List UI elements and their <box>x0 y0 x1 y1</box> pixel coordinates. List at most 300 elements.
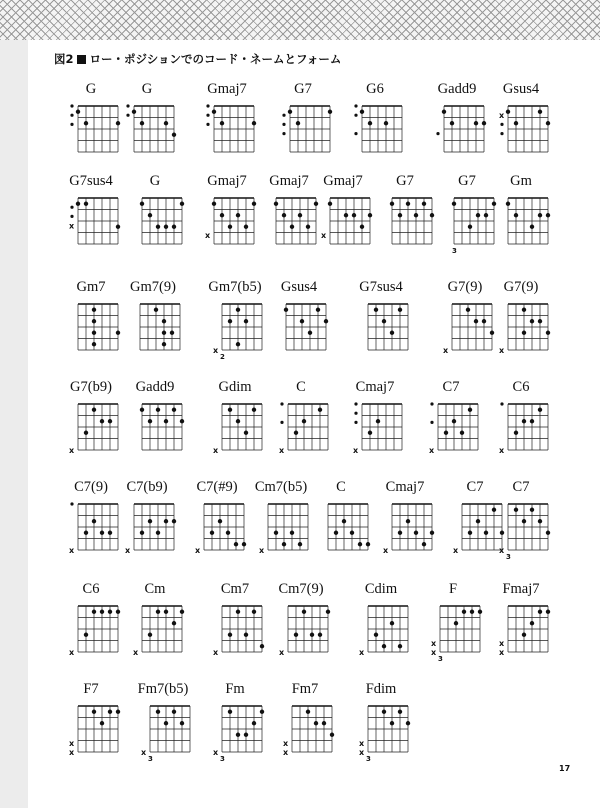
finger-dot <box>218 519 222 523</box>
finger-dot <box>474 121 478 125</box>
finger-dot <box>476 213 480 217</box>
finger-dot <box>328 110 332 114</box>
finger-dot <box>244 225 248 229</box>
chord-name: Gmaj7 <box>323 173 363 189</box>
chord-name: G7(9) <box>447 279 483 295</box>
finger-dot <box>530 508 534 512</box>
finger-dot <box>390 621 394 625</box>
finger-dot <box>390 721 394 725</box>
finger-dot <box>228 225 232 229</box>
chord-fretboard <box>342 598 420 670</box>
finger-dot <box>422 542 426 546</box>
finger-dot <box>382 644 386 648</box>
chord-diagram <box>482 478 560 570</box>
open-string-marker <box>354 132 357 135</box>
chord-diagram <box>482 278 560 370</box>
chord-diagram <box>260 278 338 370</box>
finger-dot <box>154 308 158 312</box>
finger-dot <box>398 213 402 217</box>
finger-dot <box>530 621 534 625</box>
finger-dot <box>530 419 534 423</box>
finger-dot <box>180 419 184 423</box>
chord-fretboard <box>266 698 344 770</box>
muted-string-marker: x <box>69 221 75 231</box>
open-string-marker <box>354 421 357 424</box>
muted-string-marker: x <box>499 111 505 121</box>
finger-dot <box>164 419 168 423</box>
finger-dot <box>538 213 542 217</box>
chord-name: C7 <box>442 379 460 395</box>
finger-dot <box>538 408 542 412</box>
finger-dot <box>522 308 526 312</box>
chord-diagram <box>116 172 194 264</box>
chord-name: G <box>85 81 97 97</box>
finger-dot <box>406 519 410 523</box>
chord-diagram <box>342 680 420 772</box>
finger-dot <box>398 531 402 535</box>
muted-string-marker: x <box>453 546 459 555</box>
chord-name: C7(b9) <box>126 479 168 495</box>
chord-fretboard <box>336 98 414 170</box>
muted-string-marker: x <box>279 446 285 455</box>
finger-dot <box>220 121 224 125</box>
open-string-marker <box>280 402 283 405</box>
finger-dot <box>228 633 232 637</box>
chord-diagram <box>114 278 192 370</box>
chord-name: Gdim <box>218 379 252 395</box>
finger-dot <box>212 202 216 206</box>
finger-dot <box>330 733 334 737</box>
finger-dot <box>162 331 166 335</box>
finger-dot <box>140 408 144 412</box>
fret-number-label: 3 <box>220 755 225 763</box>
finger-dot <box>140 202 144 206</box>
chord-fretboard <box>262 598 340 670</box>
fret-number-label: 3 <box>148 755 153 763</box>
finger-dot <box>172 710 176 714</box>
muted-string-marker: x <box>213 446 219 455</box>
open-string-marker <box>354 114 357 117</box>
finger-dot <box>172 408 176 412</box>
muted-string-marker: x <box>69 546 75 555</box>
finger-dot <box>384 121 388 125</box>
muted-string-marker: x <box>431 648 437 657</box>
chord-fretboard <box>124 698 202 770</box>
chord-fretboard <box>262 396 340 468</box>
finger-dot <box>148 519 152 523</box>
open-string-marker <box>430 402 433 405</box>
chord-diagram <box>108 80 186 172</box>
black-square-icon <box>77 55 86 64</box>
finger-dot <box>382 710 386 714</box>
chord-name: Fdim <box>365 681 397 697</box>
chord-diagram <box>52 680 130 772</box>
finger-dot <box>180 202 184 206</box>
muted-string-marker: x <box>69 446 75 455</box>
finger-dot <box>252 121 256 125</box>
finger-dot <box>390 331 394 335</box>
chord-diagram <box>342 278 420 370</box>
chord-name: Cmaj7 <box>355 379 395 395</box>
finger-dot <box>164 519 168 523</box>
chord-name: Gsus4 <box>280 279 318 295</box>
chord-fretboard <box>116 190 194 262</box>
finger-dot <box>360 110 364 114</box>
muted-string-marker: x <box>195 546 201 555</box>
chord-fretboard <box>482 296 560 368</box>
finger-dot <box>100 419 104 423</box>
finger-dot <box>318 633 322 637</box>
chord-name: G <box>149 173 161 189</box>
finger-dot <box>156 610 160 614</box>
finger-dot <box>522 419 526 423</box>
finger-dot <box>514 508 518 512</box>
finger-dot <box>228 319 232 323</box>
chord-fretboard <box>108 98 186 170</box>
chord-fretboard <box>482 190 560 262</box>
muted-string-marker: x <box>213 748 219 757</box>
chord-name: C7 <box>512 479 530 495</box>
finger-dot <box>236 308 240 312</box>
finger-dot <box>244 733 248 737</box>
finger-dot <box>382 319 386 323</box>
finger-dot <box>180 721 184 725</box>
finger-dot <box>398 710 402 714</box>
finger-dot <box>306 710 310 714</box>
chord-fretboard <box>52 698 130 770</box>
decorative-header-band <box>0 0 600 40</box>
muted-string-marker: x <box>359 748 365 757</box>
finger-dot <box>172 133 176 137</box>
finger-dot <box>156 710 160 714</box>
finger-dot <box>140 121 144 125</box>
finger-dot <box>156 531 160 535</box>
finger-dot <box>92 710 96 714</box>
finger-dot <box>92 519 96 523</box>
chord-name: G7(9) <box>503 279 539 295</box>
open-string-marker <box>354 412 357 415</box>
open-string-marker <box>206 114 209 117</box>
finger-dot <box>352 213 356 217</box>
chord-name: C7 <box>466 479 484 495</box>
open-string-marker <box>282 114 285 117</box>
finger-dot <box>84 633 88 637</box>
fret-number-label: 3 <box>438 655 443 663</box>
muted-string-marker: x <box>213 346 219 355</box>
finger-dot <box>236 733 240 737</box>
open-string-marker <box>500 132 503 135</box>
finger-dot <box>468 225 472 229</box>
finger-dot <box>84 121 88 125</box>
muted-string-marker: x <box>213 648 219 657</box>
finger-dot <box>92 308 96 312</box>
finger-dot <box>546 610 550 614</box>
finger-dot <box>228 710 232 714</box>
finger-dot <box>282 542 286 546</box>
finger-dot <box>398 644 402 648</box>
fret-number-label: 3 <box>506 553 511 561</box>
finger-dot <box>84 431 88 435</box>
finger-dot <box>164 610 168 614</box>
figure-title-text: ロー・ポジションでのコード・ネームとフォーム <box>89 52 342 66</box>
finger-dot <box>452 419 456 423</box>
open-string-marker <box>206 104 209 107</box>
finger-dot <box>244 431 248 435</box>
finger-dot <box>514 121 518 125</box>
finger-dot <box>164 225 168 229</box>
chord-fretboard <box>414 598 492 670</box>
muted-string-marker: x <box>69 648 75 657</box>
finger-dot <box>470 610 474 614</box>
open-string-marker <box>70 114 73 117</box>
chord-name: G7 <box>396 173 414 189</box>
finger-dot <box>92 319 96 323</box>
chord-name: Cm <box>144 581 166 597</box>
chord-name: Gmaj7 <box>207 173 247 189</box>
finger-dot <box>506 110 510 114</box>
chord-diagram <box>336 80 414 172</box>
finger-dot <box>318 408 322 412</box>
finger-dot <box>234 542 238 546</box>
chord-name: Gmaj7 <box>207 81 247 97</box>
finger-dot <box>406 202 410 206</box>
fret-number-label: 2 <box>220 353 225 361</box>
finger-dot <box>406 721 410 725</box>
finger-dot <box>302 610 306 614</box>
finger-dot <box>514 213 518 217</box>
open-string-marker <box>282 132 285 135</box>
chord-diagram <box>412 378 490 470</box>
muted-string-marker: x <box>443 346 449 355</box>
muted-string-marker: x <box>283 738 289 748</box>
finger-dot <box>172 621 176 625</box>
chord-name: Gm7(b5) <box>208 279 262 295</box>
finger-dot <box>284 308 288 312</box>
finger-dot <box>172 519 176 523</box>
chord-diagram <box>266 680 344 772</box>
fret-number-label: 3 <box>366 755 371 763</box>
chord-name: Fmaj7 <box>502 581 540 597</box>
chord-name: G6 <box>366 81 384 97</box>
finger-dot <box>116 710 120 714</box>
muted-string-marker: x <box>499 546 505 555</box>
finger-dot <box>212 110 216 114</box>
chord-name: G7sus4 <box>359 279 403 295</box>
finger-dot <box>358 542 362 546</box>
finger-dot <box>466 308 470 312</box>
finger-dot <box>308 331 312 335</box>
open-string-marker <box>70 123 73 126</box>
chord-diagram <box>482 172 560 264</box>
finger-dot <box>108 419 112 423</box>
finger-dot <box>132 110 136 114</box>
finger-dot <box>140 531 144 535</box>
finger-dot <box>296 121 300 125</box>
open-string-marker <box>436 132 439 135</box>
finger-dot <box>316 308 320 312</box>
chord-diagram <box>366 478 444 570</box>
open-string-marker <box>430 421 433 424</box>
chord-name: Gm7(9) <box>130 279 176 295</box>
finger-dot <box>546 121 550 125</box>
finger-dot <box>252 721 256 725</box>
finger-dot <box>398 308 402 312</box>
finger-dot <box>474 319 478 323</box>
finger-dot <box>252 610 256 614</box>
muted-string-marker: x <box>353 446 359 455</box>
muted-string-marker: x <box>429 446 435 455</box>
finger-dot <box>360 225 364 229</box>
finger-dot <box>368 121 372 125</box>
muted-string-marker: x <box>141 748 147 757</box>
finger-dot <box>368 431 372 435</box>
finger-dot <box>546 531 550 535</box>
finger-dot <box>84 531 88 535</box>
finger-dot <box>374 308 378 312</box>
finger-dot <box>300 319 304 323</box>
muted-string-marker: x <box>359 648 365 657</box>
finger-dot <box>156 225 160 229</box>
chord-diagram <box>124 680 202 772</box>
finger-dot <box>450 121 454 125</box>
finger-dot <box>100 610 104 614</box>
open-string-marker <box>70 104 73 107</box>
finger-dot <box>326 610 330 614</box>
finger-dot <box>274 202 278 206</box>
finger-dot <box>546 213 550 217</box>
chord-fretboard <box>342 296 420 368</box>
muted-string-marker: x <box>205 230 211 240</box>
finger-dot <box>414 213 418 217</box>
finger-dot <box>374 633 378 637</box>
finger-dot <box>376 419 380 423</box>
chord-fretboard <box>336 396 414 468</box>
muted-string-marker: x <box>499 638 505 648</box>
chord-name: C6 <box>82 581 100 597</box>
finger-dot <box>462 610 466 614</box>
finger-dot <box>92 342 96 346</box>
chord-name: Cm7(b5) <box>254 479 308 495</box>
finger-dot <box>164 121 168 125</box>
finger-dot <box>148 213 152 217</box>
muted-string-marker: x <box>499 648 505 657</box>
chord-name: Gm7 <box>76 279 106 295</box>
finger-dot <box>236 610 240 614</box>
chord-diagram <box>264 80 342 172</box>
finger-dot <box>350 531 354 535</box>
chord-diagram <box>262 580 340 672</box>
chord-diagram <box>262 378 340 470</box>
chord-name: C <box>296 379 306 395</box>
chord-fretboard <box>482 496 560 568</box>
finger-dot <box>162 342 166 346</box>
finger-dot <box>108 610 112 614</box>
finger-dot <box>530 225 534 229</box>
muted-string-marker: x <box>499 446 505 455</box>
chord-diagram <box>414 580 492 672</box>
open-string-marker <box>126 114 129 117</box>
chord-fretboard <box>260 296 338 368</box>
chord-name: C <box>336 479 346 495</box>
finger-dot <box>460 431 464 435</box>
chord-diagram <box>342 580 420 672</box>
open-string-marker <box>206 123 209 126</box>
chord-diagram <box>116 580 194 672</box>
chord-fretboard <box>114 296 192 368</box>
finger-dot <box>290 531 294 535</box>
chord-diagram <box>336 378 414 470</box>
finger-dot <box>274 531 278 535</box>
fret-number-label: 3 <box>452 247 457 255</box>
muted-string-marker: x <box>133 648 139 657</box>
finger-dot <box>244 633 248 637</box>
muted-string-marker: x <box>383 546 389 555</box>
chord-name: Cmaj7 <box>385 479 425 495</box>
chord-name: Fm7(b5) <box>137 681 189 697</box>
finger-dot <box>210 531 214 535</box>
finger-dot <box>244 319 248 323</box>
finger-dot <box>522 519 526 523</box>
decorative-side-band <box>0 40 28 808</box>
chord-fretboard <box>342 698 420 770</box>
chord-name: Cm7(9) <box>278 581 324 597</box>
page-number: 17 <box>559 764 571 773</box>
open-string-marker <box>354 104 357 107</box>
finger-dot <box>164 721 168 725</box>
muted-string-marker: x <box>359 738 365 748</box>
finger-dot <box>252 408 256 412</box>
finger-dot <box>522 633 526 637</box>
finger-dot <box>414 531 418 535</box>
finger-dot <box>156 408 160 412</box>
chord-name: Gsus4 <box>502 81 540 97</box>
chord-name: Gadd9 <box>135 379 175 395</box>
finger-dot <box>314 721 318 725</box>
open-string-marker <box>500 402 503 405</box>
muted-string-marker: x <box>321 230 327 240</box>
chord-diagram <box>188 80 266 172</box>
finger-dot <box>538 519 542 523</box>
finger-dot <box>228 408 232 412</box>
chord-fretboard <box>108 496 186 568</box>
chord-fretboard <box>116 598 194 670</box>
finger-dot <box>442 110 446 114</box>
finger-dot <box>454 621 458 625</box>
finger-dot <box>282 213 286 217</box>
chord-name: G7(b9) <box>70 379 112 395</box>
finger-dot <box>92 610 96 614</box>
muted-string-marker: x <box>283 748 289 757</box>
finger-dot <box>452 202 456 206</box>
finger-dot <box>172 225 176 229</box>
figure-title <box>54 50 341 68</box>
chord-name: Fm7 <box>291 681 319 697</box>
finger-dot <box>298 213 302 217</box>
finger-dot <box>92 331 96 335</box>
chord-diagram <box>108 478 186 570</box>
chord-name: Cdim <box>364 581 398 597</box>
finger-dot <box>322 721 326 725</box>
finger-dot <box>236 213 240 217</box>
finger-dot <box>100 531 104 535</box>
finger-dot <box>108 710 112 714</box>
finger-dot <box>170 331 174 335</box>
finger-dot <box>546 331 550 335</box>
chord-name: C7(#9) <box>196 479 238 495</box>
muted-string-marker: x <box>69 748 75 757</box>
chord-fretboard <box>482 396 560 468</box>
finger-dot <box>334 531 338 535</box>
